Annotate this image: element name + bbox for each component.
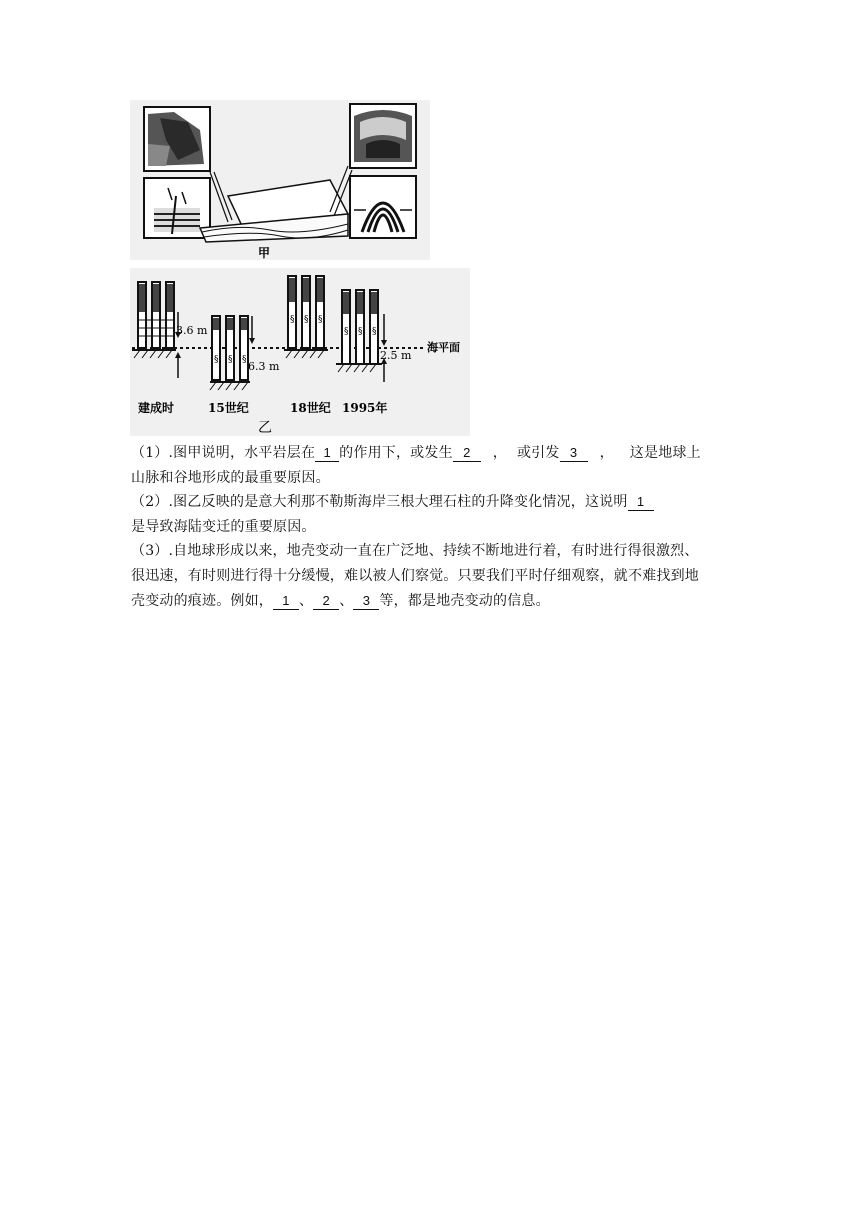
q1-mid-3: 或引发 (516, 445, 560, 461)
svg-text:§: § (344, 327, 349, 337)
question-1 (131, 441, 741, 491)
q3-blank-2[interactable]: 2 (313, 593, 339, 610)
q3-blank-3[interactable]: 3 (353, 593, 379, 610)
stage-label-1: 建成时 (138, 401, 175, 415)
measure-2-5m: 2.5 m (380, 349, 412, 362)
stage-label-4: 1995年 (342, 401, 388, 415)
svg-text:§: § (304, 315, 309, 325)
q3-line-1: （3）.自地球形成以来，地壳变动一直在广泛地、持续不断地进行着，有时进行得很激烈、 (131, 543, 699, 559)
measure-3-6m: 3.6 m (176, 324, 208, 337)
fault-thumbnail-top-left (144, 107, 210, 171)
svg-text:§: § (242, 355, 247, 365)
q1-line-2: 山脉和谷地形成的最重要原因。 (131, 470, 330, 486)
q2-prefix: （2）.图乙反映的是意大利那不勒斯海岸三根大理石柱的升降变化情况，这说明 (131, 494, 628, 510)
q3-sep-2: 、 (339, 593, 354, 609)
q1-blank-2[interactable]: 2 (453, 445, 481, 462)
q1-blank-1[interactable]: 1 (315, 445, 339, 462)
svg-text:§: § (214, 355, 219, 365)
svg-text:§: § (318, 315, 323, 325)
stage-label-3: 18世纪 (290, 401, 331, 415)
q2-blank-1[interactable]: 1 (628, 494, 654, 511)
fold-thumbnail-bottom-right (350, 176, 416, 238)
q1-mid-2: ， (492, 445, 507, 461)
q3-blank-1[interactable]: 1 (273, 593, 299, 610)
geology-figure (130, 100, 470, 436)
svg-text:§: § (290, 315, 295, 325)
pillars-stage-2 (210, 316, 255, 390)
q3-line-2: 很迅速，有时则进行得十分缓慢，难以被人们察觉。只要我们平时仔细观察，就不难找到地 (131, 568, 699, 584)
question-3 (131, 539, 741, 614)
pillars-stage-3 (284, 276, 328, 358)
q3-sep-1: 、 (299, 593, 314, 609)
figure-yi-label: 乙 (258, 420, 272, 436)
stage-label-2: 15世纪 (208, 401, 249, 415)
svg-text:§: § (372, 327, 377, 337)
svg-text:§: § (228, 355, 233, 365)
sea-level-label: 海平面 (427, 341, 460, 354)
q1-blank-3[interactable]: 3 (560, 445, 588, 462)
question-2 (131, 490, 741, 540)
q2-line-2: 是导致海陆变迁的重要原因。 (131, 519, 316, 535)
measure-6-3m: 6.3 m (248, 360, 280, 373)
q1-mid-1: 的作用下，或发生 (339, 445, 453, 461)
q3-line-3-prefix: 壳变动的痕迹。例如， (131, 593, 273, 609)
q1-prefix: （1）.图甲说明，水平岩层在 (131, 445, 316, 461)
q3-suffix: 等，都是地壳变动的信息。 (379, 593, 550, 609)
svg-text:§: § (358, 327, 363, 337)
q1-mid-4: ， (599, 445, 614, 461)
q1-mid-5: 这是地球上 (629, 445, 701, 461)
fold-thumbnail-top-right (350, 104, 416, 168)
figure-jia-label: 甲 (258, 246, 271, 260)
